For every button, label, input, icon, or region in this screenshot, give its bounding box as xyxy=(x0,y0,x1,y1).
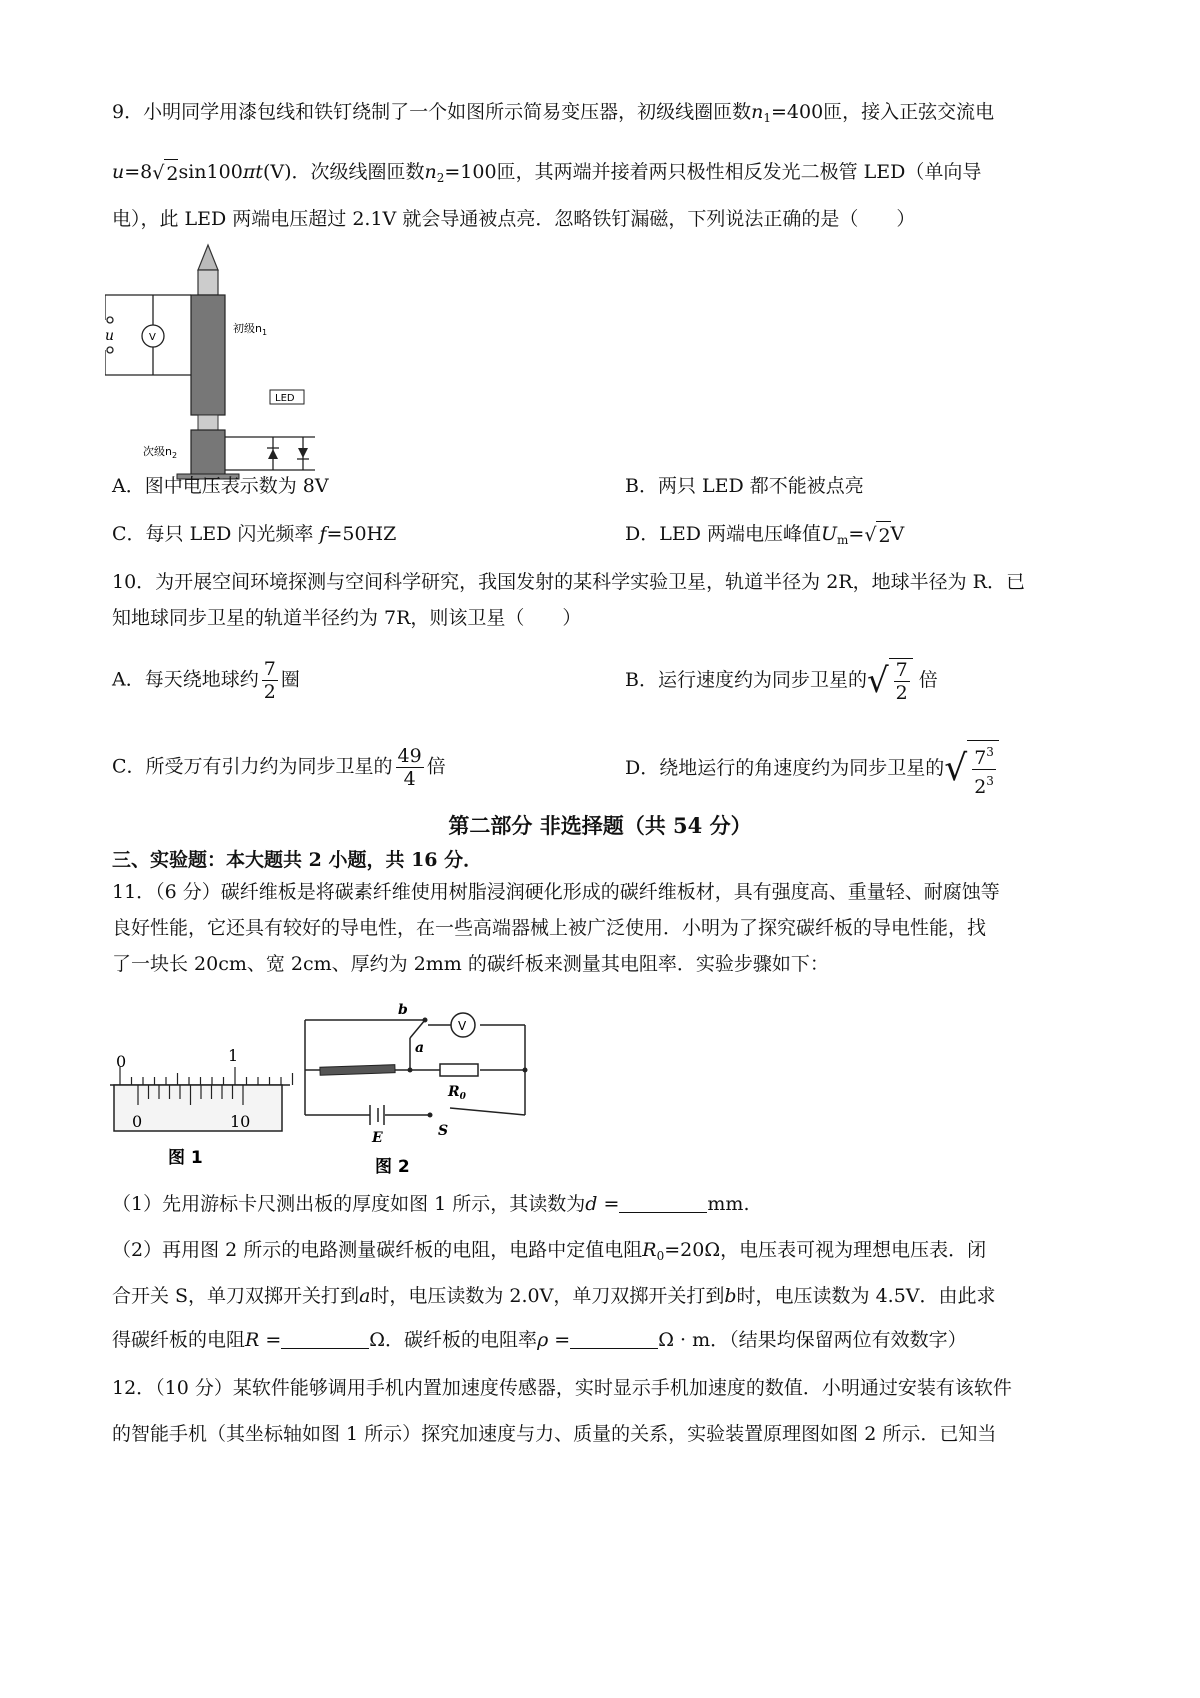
q11-sub1-d: d xyxy=(585,1193,598,1215)
primary-coil xyxy=(191,295,225,415)
q9-option-a: A．图中电压表示数为 8V xyxy=(112,475,329,497)
q10-line1: 10．为开展空间环境探测与空间科学研究，我国发射的某科学实验卫星，轨道半径为 2R，地球半径为 R．已 xyxy=(112,571,1025,593)
u-label: u xyxy=(105,328,115,344)
fig2-r0: $R_0$ xyxy=(448,1084,466,1102)
q10-b-post: 倍 xyxy=(918,669,938,691)
q11-sub2-r0-val: =20Ω xyxy=(664,1239,721,1261)
circuit-figure xyxy=(300,990,540,1180)
fig2-s: S xyxy=(438,1123,449,1139)
q11-sub2-rho: ρ xyxy=(537,1329,549,1351)
part2-title: 第二部分 非选择题（共 54 分） xyxy=(448,813,752,838)
q9-c-pre: C．每只 LED 闪光频率 xyxy=(112,523,314,545)
q11-sub2-r-eq: = xyxy=(259,1329,282,1351)
q10-a-num: 7 xyxy=(263,658,276,680)
q10-option-b xyxy=(625,658,938,704)
q9-n2: n xyxy=(424,161,437,183)
q11-sub2-r0: R xyxy=(642,1239,657,1261)
fig2-e: E xyxy=(372,1130,383,1146)
q10-d-sqrt: √ $\frac{7^3}{2^3}$ xyxy=(944,740,999,798)
carbon-plate xyxy=(320,1065,395,1076)
q10-a-pre: A．每天绕地球约 xyxy=(112,668,259,691)
q9-n2-sub: 2 xyxy=(436,171,445,185)
transformer-figure xyxy=(105,240,365,480)
q9-sqrt: √ 2 xyxy=(152,159,178,188)
q10-d-pre: D．绕地运行的角速度约为同步卫星的 xyxy=(625,757,945,779)
q10-b-pre: B．运行速度约为同步卫星的 xyxy=(625,669,867,691)
q9-line1-end: 匝，接入正弦交流电 xyxy=(823,101,995,123)
q9-line1-text: 9．小明同学用漆包线和铁钉绕制了一个如图所示简易变压器，初级线圈匝数 xyxy=(112,101,752,123)
q9-c-val: =50HZ xyxy=(326,523,397,545)
vernier-scale-0: 0 xyxy=(132,1112,143,1131)
q10-option-c xyxy=(112,745,446,790)
q11-sub2-line3-pre: 得碳纤板的电阻 xyxy=(112,1329,246,1351)
q11-sub2-line2 xyxy=(112,1282,996,1310)
led-label: LED xyxy=(275,393,295,404)
q9-eq: =8 xyxy=(124,161,153,183)
q9-n1: n xyxy=(751,101,764,123)
q9-option-b: B．两只 LED 都不能被点亮 xyxy=(625,475,864,497)
q11-sub2-text-a: 合开关 S，单刀双掷开关打到 xyxy=(112,1285,360,1307)
q11-sub1 xyxy=(112,1190,749,1218)
q10-d-num: $7^3$ xyxy=(972,741,996,770)
q9-sqrt-rad: 2 xyxy=(164,159,178,188)
q11-sub1-unit: mm. xyxy=(707,1193,750,1215)
vernier-scale-10: 10 xyxy=(230,1112,251,1131)
fig2-a: a xyxy=(415,1040,425,1056)
q10-b-sqrt: √ $\frac{7}{2}$ xyxy=(867,658,913,704)
q11-sub2-ohm: Ω．碳纤板的电阻率 xyxy=(369,1329,538,1351)
q11-sub2-line1 xyxy=(112,1236,986,1270)
q11-line3: 了一块长 20cm、宽 2cm、厚约为 2mm 的碳纤板来测量其电阻率．实验步骤如下： xyxy=(112,953,829,975)
q10-c-pre: C．所受万有引力约为同步卫星的 xyxy=(112,755,393,778)
q9-sin: sin100 xyxy=(178,161,243,183)
q9-line2 xyxy=(112,158,981,192)
q11-sub1-eq: = xyxy=(597,1193,620,1215)
q10-option-d xyxy=(625,740,999,798)
answer-blank-d[interactable] xyxy=(619,1192,707,1213)
q11-sub2-line1-end: ，电压表可视为理想电压表．闭 xyxy=(720,1239,987,1261)
led-2 xyxy=(298,448,308,458)
q9-d-sqrt: √ 2 xyxy=(864,521,890,550)
section3-title: 三、实验题：本大题共 2 小题，共 16 分． xyxy=(112,849,483,871)
q10-c-den: 4 xyxy=(403,768,416,790)
q9-line2-end: 匝，其两端并接着两只极性相反发光二极管 LED（单向导 xyxy=(496,161,982,183)
q9-unit: (V) xyxy=(262,161,292,183)
q10-d-den: $2^3$ xyxy=(974,774,994,798)
q10-d-frac xyxy=(972,741,996,798)
answer-blank-rho[interactable] xyxy=(570,1328,658,1349)
q9-n2-val: =100 xyxy=(444,161,497,183)
q9-d-sqrt-rad: 2 xyxy=(876,521,890,550)
q11-sub2-b: b xyxy=(724,1285,737,1307)
q11-sub2-pre: （2）再用图 2 所示的电路测量碳纤板的电阻，电路中定值电阻 xyxy=(112,1239,643,1261)
q9-u: u xyxy=(112,161,125,183)
q9-d-eq: = xyxy=(848,523,865,545)
q12-line2: 的智能手机（其坐标轴如图 1 所示）探究加速度与力、质量的关系，实验装置原理图如图 2 所示．已知当 xyxy=(112,1423,997,1445)
q10-c-num: 49 xyxy=(397,745,422,767)
q10-b-num: 7 xyxy=(895,659,908,681)
q9-n1-sub: 1 xyxy=(763,111,771,125)
q9-d-unit: V xyxy=(890,523,905,545)
q9-option-d xyxy=(625,520,904,554)
q10-line2: 知地球同步卫星的轨道半径约为 7R，则该卫星（ ） xyxy=(112,607,582,629)
q9-d-pre: D．LED 两端电压峰值 xyxy=(625,523,821,545)
q9-d-sub: m xyxy=(837,533,849,547)
q11-sub2-end: ．（结果均保留两位有效数字） xyxy=(710,1329,967,1351)
q11-line2: 良好性能，它还具有较好的导电性，在一些高端器械上被广泛使用．小明为了探究碳纤板的导电性能，找 xyxy=(112,917,987,939)
q11-sub2-a: a xyxy=(359,1285,371,1307)
q10-b-frac xyxy=(894,659,910,704)
main-scale-1: 1 xyxy=(228,1046,239,1065)
q11-sub2-text-c: 时，电压读数为 4.5V．由此求 xyxy=(736,1285,996,1307)
q9-line1 xyxy=(112,98,994,132)
q9-option-c xyxy=(112,520,396,548)
fig2-voltmeter: V xyxy=(458,1019,467,1033)
q9-n1-val: =400 xyxy=(770,101,824,123)
q12-line1: 12．（10 分）某软件能够调用手机内置加速度传感器，实时显示手机加速度的数值．小明通过安装有该软件 xyxy=(112,1377,1012,1399)
q11-sub2-r0-sub: 0 xyxy=(656,1249,665,1263)
q9-d-u: U xyxy=(821,523,838,545)
q9-line3: 电），此 LED 两端电压超过 2.1V 就会导通被点亮．忽略铁钉漏磁，下列说法正确的是（ ） xyxy=(112,208,916,230)
q9-c-f: f xyxy=(319,523,327,545)
main-scale-0: 0 xyxy=(116,1052,127,1071)
q10-a-post: 圈 xyxy=(280,668,300,691)
secondary-label: 次级$n_2$ xyxy=(143,445,178,460)
q11-sub2-line3 xyxy=(112,1326,967,1354)
q10-a-den: 2 xyxy=(263,681,276,703)
secondary-coil xyxy=(191,430,225,475)
q10-c-frac xyxy=(396,745,424,790)
q11-sub2-r: R xyxy=(245,1329,260,1351)
fig2-b: b xyxy=(398,1002,408,1018)
q10-a-frac xyxy=(262,658,278,703)
q10-b-den: 2 xyxy=(895,682,908,704)
voltmeter-label: V xyxy=(149,332,156,343)
vernier-caliper-figure xyxy=(110,1045,300,1175)
q11-sub2-rho-eq: = xyxy=(548,1329,571,1351)
q9-pi: πt xyxy=(242,161,263,183)
q11-sub1-pre: （1）先用游标卡尺测出板的厚度如图 1 所示，其读数为 xyxy=(112,1193,586,1215)
q9-line2-text: ．次级线圈匝数 xyxy=(291,161,425,183)
q11-line1: 11．（6 分）碳纤维板是将碳素纤维使用树脂浸润硬化形成的碳纤维板材，具有强度高、重量轻、耐腐蚀等 xyxy=(112,881,1000,903)
q11-sub2-text-b: 时，电压读数为 2.0V，单刀双掷开关打到 xyxy=(370,1285,725,1307)
primary-label: 初级$n_1$ xyxy=(233,322,268,337)
led-1 xyxy=(268,449,278,459)
answer-blank-r[interactable] xyxy=(281,1328,369,1349)
fig2-caption: 图 2 xyxy=(375,1157,410,1177)
fig1-caption: 图 1 xyxy=(168,1148,203,1168)
q10-c-post: 倍 xyxy=(426,755,446,778)
q10-option-a xyxy=(112,658,300,703)
q11-sub2-unit: Ω · m xyxy=(658,1329,711,1351)
